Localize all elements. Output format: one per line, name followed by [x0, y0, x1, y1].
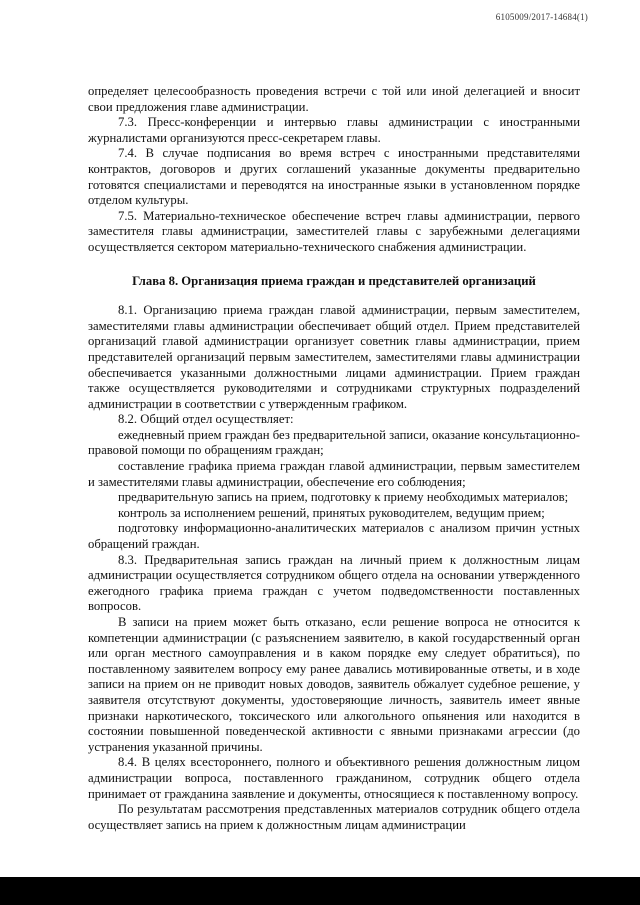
paragraph-7-5: 7.5. Материально-техническое обеспечение встреч главы администрации, первого заместителя главы администрации, заместителей главы с зарубежными делегациями осуществляется сектором материально-технического снабжения администрации.: [88, 208, 580, 254]
list-item: составление графика приема граждан главой администрации, первым заместителем и заместителями главы администрации, обеспечение его соблюдения;: [88, 459, 580, 489]
list-item: подготовку информационно-аналитических материалов с анализом причин устных обращений граждан.: [88, 521, 580, 552]
paragraph-8-2: 8.2. Общий отдел осуществляет:: [118, 412, 294, 427]
paragraph: определяет целесообразность проведения встречи с той или иной делегацией и вносит свои предложения главе администрации.: [88, 84, 580, 114]
paragraph-7-4: 7.4. В случае подписания во время встреч с иностранными представителями контрактов, договоров и других соглашений указанные документы предварительно готовятся специалистами и переводятся на иностранные языки в установленном порядке отделом культуры.: [88, 146, 580, 208]
paragraph: По результатам рассмотрения представленных материалов сотрудник общего отдела осуществляет запись на прием к должностным лицам администрации: [88, 802, 580, 832]
paragraph: В записи на прием может быть отказано, если решение вопроса не относится к компетенции администрации (с разъяснением заявителю, в какой государственный орган или орган местного самоуправления и в каком порядке ему следует обратиться), по поставленному заявителем вопросу ему ранее давались мотивированные ответы, и в ходе записи на прием он не приводит новых доводов, заявитель обжалует судебное решение, у заявителя отсутствуют документы, удостоверяющие личность, заявитель имеет явные признаки наркотического, токсического или алкогольного опьянения или находится в состоянии повышенной поведенческой активности с явными признаками агрессии (до устранения указанной причины.: [88, 615, 580, 754]
paragraph-8-4: 8.4. В целях всестороннего, полного и объективного решения должностным лицом администрации вопроса, поставленного гражданином, сотрудник общего отдела принимает от гражданина заявление и документы, относящиеся к поставленному вопросу.: [88, 755, 580, 801]
scan-edge-bar: [0, 877, 640, 905]
document-body: [88, 84, 580, 833]
list-item: предварительную запись на прием, подготовку к приему необходимых материалов;: [118, 490, 569, 505]
document-id: 6105009/2017-14684(1): [495, 12, 588, 22]
paragraph-8-1: 8.1. Организацию приема граждан главой администрации, первым заместителем, заместителями главы администрации обеспечивает общий отдел. Прием представителей организаций главой администрации организует советник главы администрации, прием представителей организаций первым заместителем, заместителями главы администрации обеспечивается указанными должностными лицами администрации. Прием граждан также осуществляется руководителями и сотрудниками структурных подразделений администрации в соответствии с утвержденным графиком.: [88, 303, 580, 411]
chapter-heading: Глава 8. Организация приема граждан и представителей организаций: [132, 273, 536, 288]
paragraph-8-3: 8.3. Предварительная запись граждан на личный прием к должностным лицам администрации осуществляется сотрудником общего отдела на основании утвержденного ежегодного графика приема граждан с учетом подведомственности поставленных вопросов.: [88, 552, 580, 614]
list-item: контроль за исполнением решений, принятых руководителем, ведущим прием;: [118, 505, 545, 520]
paragraph-7-3: 7.3. Пресс-конференции и интервью главы администрации с иностранными журналистами организуются пресс-секретарем главы.: [88, 115, 580, 145]
list-item: ежедневный прием граждан без предварительной записи, оказание консультационно-правовой помощи по обращениям граждан;: [88, 427, 580, 458]
